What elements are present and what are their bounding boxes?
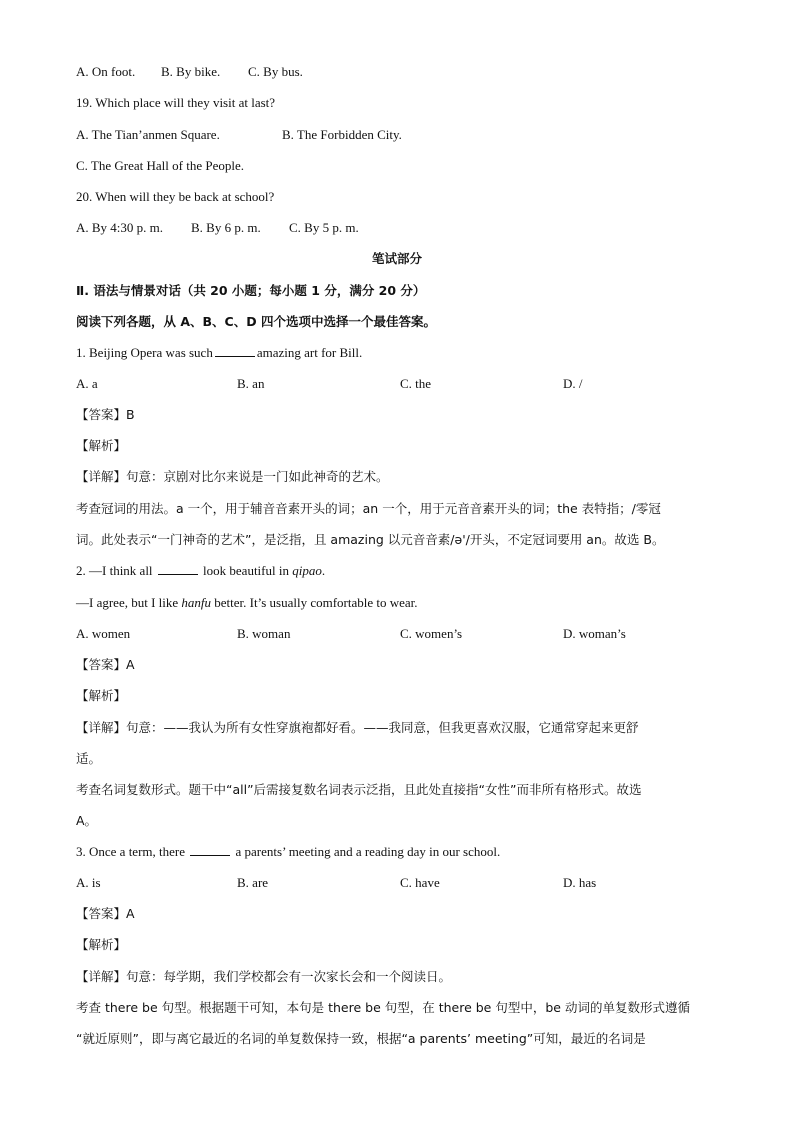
q2-reply-italic: hanfu [181, 595, 212, 610]
q1-answer: 【答案】B [76, 407, 135, 422]
q19-stem: 19. Which place will they visit at last? [76, 95, 276, 110]
q1-detail: 【详解】句意：京剧对比尔来说是一门如此神奇的艺术。 [76, 469, 389, 484]
q3-option-c: C. have [400, 875, 440, 890]
q3-answer: 【答案】A [76, 906, 135, 921]
q1-explanation-line1: 考查冠词的用法。a 一个，用于辅音音素开头的词；an 一个，用于元音音素开头的词；the 表特指；/零冠 [76, 501, 661, 516]
q2-detail-line1: 【详解】句意：——我认为所有女性穿旗袍都好看。——我同意，但我更喜欢汉服，它通常穿起来更舒 [76, 720, 639, 735]
q3-explanation-line1: 考查 there be 句型。根据题干可知，本句是 there be 句型，在 there be 句型中，be 动词的单复数形式遵循 [76, 1000, 690, 1015]
q2-reply [76, 594, 418, 612]
answer-blank [158, 562, 198, 575]
q1-option-d: D. / [563, 376, 583, 391]
q20-option-a: A. By 4:30 p. m. [76, 220, 164, 235]
q3-stem [76, 843, 500, 861]
q2-detail-line2: 适。 [76, 751, 102, 766]
q1-analysis-label: 【解析】 [76, 438, 127, 453]
q3-option-d: D. has [563, 875, 597, 890]
q20-option-c: C. By 5 p. m. [289, 220, 359, 235]
q18-option-c: C. By bus. [248, 64, 303, 79]
q2-option-d: D. woman’s [563, 626, 626, 641]
q3-detail: 【详解】句意：每学期，我们学校都会有一次家长会和一个阅读日。 [76, 969, 452, 984]
q1-option-b: B. an [237, 376, 265, 391]
q3-option-b: B. are [237, 875, 269, 890]
q1-stem-start: 1. Beijing Opera was such [76, 345, 213, 360]
q1-option-c: C. the [400, 376, 432, 391]
q3-explanation-line2: “就近原则”，即与离它最近的名词的单复数保持一致，根据“a parents’ meeting”可知，最近的名词是 [76, 1031, 646, 1046]
q1-option-a: A. a [76, 376, 98, 391]
q1-stem-end: amazing art for Bill. [256, 345, 363, 360]
q19-option-c: C. The Great Hall of the People. [76, 158, 244, 173]
q2-stem: 2. —I think all look beautiful in qipao. [76, 563, 326, 578]
q18-option-b: B. By bike. [161, 64, 221, 79]
q19-option-a: A. The Tian’anmen Square. [76, 127, 220, 142]
q2-reply-start: —I agree, but I like [76, 595, 179, 610]
q1-stem [76, 344, 362, 362]
q3-option-a: A. is [76, 875, 101, 890]
q2-explanation-line2: A。 [76, 813, 98, 828]
q3-analysis-label: 【解析】 [76, 937, 127, 952]
q2-explanation-line1: 考查名词复数形式。题干中“all”后需接复数名词表示泛指，且此处直接指“女性”而非所有格形式。故选 [76, 782, 642, 797]
q19-option-b: B. The Forbidden City. [282, 127, 402, 142]
q20-stem: 20. When will they be back at school? [76, 189, 275, 204]
q18-option-a: A. On foot. [76, 64, 136, 79]
part-title: Ⅱ. 语法与情景对话（共 20 小题；每小题 1 分，满分 20 分） [76, 283, 426, 298]
q2-option-b: B. woman [237, 626, 291, 641]
q2-stem-start: 2. —I think all [76, 563, 153, 578]
q3-stem-start: 3. Once a term, there [76, 844, 186, 859]
q2-stem-italic: qipao [292, 563, 322, 578]
q2-analysis-label: 【解析】 [76, 688, 127, 703]
answer-blank [215, 344, 255, 357]
q1-explanation-line2: 词。此处表示“一门神奇的艺术”，是泛指，且 amazing 以元音音素/ə'/开头，不定冠词要用 an。故选 B。 [76, 532, 665, 547]
q2-answer: 【答案】A [76, 657, 135, 672]
q3-stem-end: a parents’ meeting and a reading day in our school. [235, 844, 501, 859]
q2-stem-middle: look beautiful in [203, 563, 289, 578]
q20-option-b: B. By 6 p. m. [191, 220, 261, 235]
answer-blank [190, 843, 230, 856]
q2-option-a: A. women [76, 626, 131, 641]
section-title: 笔试部分 [371, 251, 422, 266]
q2-reply-end: better. It’s usually comfortable to wear. [214, 595, 418, 610]
instructions: 阅读下列各题，从 A、B、C、D 四个选项中选择一个最佳答案。 [76, 314, 436, 329]
q2-option-c: C. women’s [400, 626, 463, 641]
